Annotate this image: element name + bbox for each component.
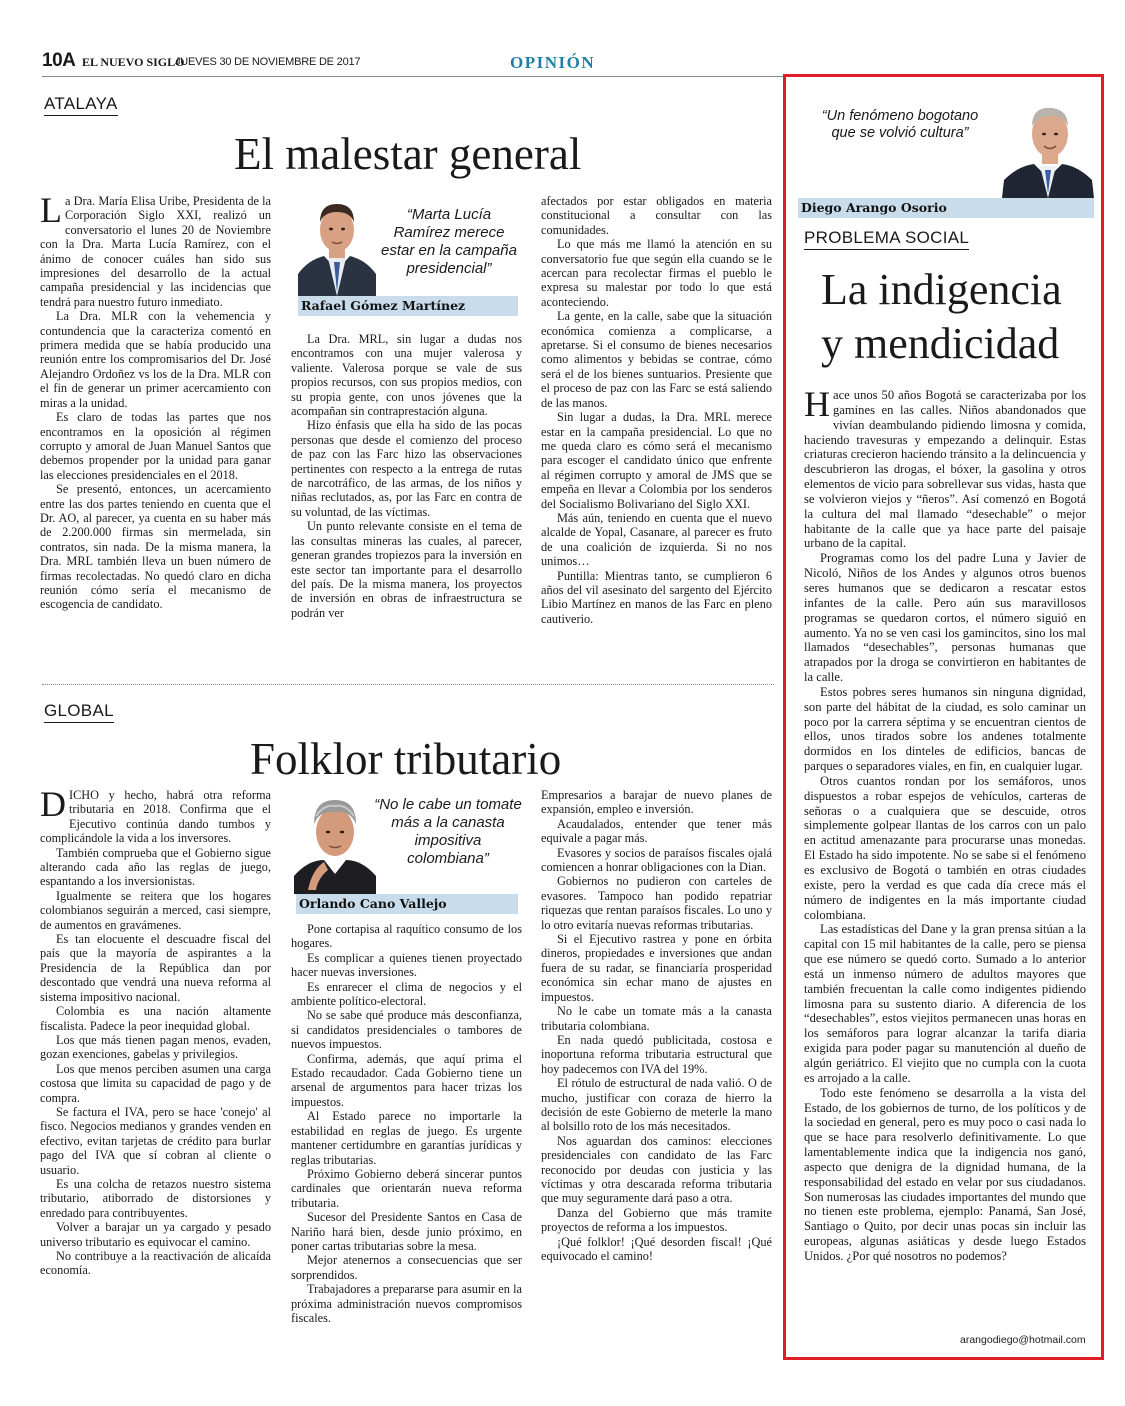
article1-paragraph: a Dra. María Elisa Uribe, Presidenta de la Corporación Siglo XXI, realizó un conversatorio el lunes 20 de Noviembre con la Dra. Marta Lucía Ramírez, con el ánimo de conocer cuáles han sido sus impresiones del desarrollo de la actual campaña presidencial y las incidencias que tendrá para nuestro futuro inmediato.: [40, 194, 271, 309]
article2-paragraph: Evasores y socios de paraísos fiscales ojalá comiencen a honrar obligaciones con la Dian.: [541, 845, 772, 875]
article1-paragraph: afectados por estar obligados en materia constitucional a consultar con las comunidades.: [541, 194, 772, 237]
article3-paragraph: Todo este fenómeno se desarrolla a la vista del Estado, de los gobiernos de turno, de los políticos y de la sociedad en general, pero es muy poco o casi nada lo que se hace para resolverlo definitivamente. Lo que lamentablemente indica que la indigencia nos ganó, aspecto que denigra de la dignidad humana, de la responsabilidad del estado en velar por sus ciudadanos. Son numerosas las ciudades importantes del mundo que no tienen este problema, ejemplo: Panamá, San José, Santiago o Quito, por decir unas pocas sin incluir las europeas, algunas asiáticas y desde luego Estados Unidos. ¿Por qué nosotros no podemos?: [804, 1085, 1086, 1263]
article2-paragraph: Nos aguardan dos caminos: elecciones presidenciales con candidato de las Farc reconocido por deudas con justicia y las víctimas y otra descarada reforma tributaria que muy seguramente dará paso a otra.: [541, 1133, 772, 1206]
article2-paragraph: Si el Ejecutivo rastrea y pone en órbita dineros, propiedades e inversiones que andan fuera de su radar, se financiaría prosperidad económica sin echar mano de ajustes en impuestos.: [541, 932, 772, 1004]
article2-column-1: [40, 788, 271, 1354]
article2-kicker: GLOBAL: [44, 702, 114, 723]
article1-paragraph: La gente, en la calle, sabe que la situación económica comienza a complicarse, a apretarse. Si el consumo de bienes necesarios como alimentos y bebidas se contrae, cómo será el de los bienes suntuarios. Presiente que el proceso de paz con las Farc se está saliendo de las manos.: [541, 309, 772, 410]
article2-paragraph: No contribuye a la reactivación de alicaída economía.: [40, 1249, 271, 1278]
article1-paragraph: Se presentó, entonces, un acercamiento entre las dos partes teniendo en cuenta que el Dr. AO, al parecer, ya cuenta en su haber más de 2.200.000 firmas sin mermelada, sin contratos, sin nada. De la misma manera, la Dra. MRL también lleva un buen número de firmas recolectadas. No quedó claro en dicha reunión cómo sería el mecanismo de escogencia de candidato.: [40, 482, 271, 612]
article3-paragraph: Estos pobres seres humanos sin ninguna dignidad, son parte del hábitat de la ciudad, es solo caminar un poco por la carrera séptima y se encuentran cientos de ellos, unos tirados sobre los andenes totalmente dormidos en los dinteles de edificios, bancas de parques o separadores viales, en fin, en cualquier lugar.: [804, 684, 1086, 774]
article2-paragraph: Es tan elocuente el descuadre fiscal del país que la mayoría de aspirantes a la Presidencia de la República dan por descontado que vendrá una nueva reforma al sistema impositivo nacional.: [40, 932, 271, 1004]
article2-paragraph: Es complicar a quienes tienen proyectado hacer nuevas inversiones.: [291, 950, 522, 980]
article2-paragraph: Los que menos perciben asumen una carga costosa que limita su capacidad de pago y de compra.: [40, 1061, 271, 1105]
article3-paragraph: Las estadísticas del Dane y la gran prensa sitúan a la capital con 15 mil habitantes de la calle, pero se piensa que ese número se quedó corto. Sumado a lo anterior está un inmenso número de adultos mayores que también frecuentan la calle como indigentes pidiendo limosna para su sustento diario. A diferencia de los “desechables”, estos viejitos permanecen unas horas en los semáforos para lograr alcanzar la tarifa diaria exigida para poder pagar su manutención al dueño de algún geriátrico. El viejito que no cumpla con la cuota es arrojado a la calle.: [804, 922, 1086, 1085]
article2-column-3: [541, 788, 772, 1346]
article1-paragraph: La Dra. MLR con la vehemencia y contundencia que la caracteriza comentó en primera medida que se había producido una reunión entre los compromisarios del Dr. José Alejandro Ordoñez vs los de la Dra. MLR con el fin de generar un primer acercamiento con miras a la unidad.: [40, 309, 271, 410]
article1-column-3: [541, 194, 772, 670]
article1-paragraph: Más aún, teniendo en cuenta que el nuevo alcalde de Yopal, Casanare, al parecer es fruto de una coalición de izquierda. Si no nos unimos…: [541, 510, 772, 569]
author-portrait-icon: [298, 192, 376, 296]
article2-paragraph: Se factura el IVA, pero se hace 'conejo' al fisco. Negocios medianos y grandes venden en efectivo, evitan tarjetas de crédito para burlar pago del IVA que sí cobran al cliente o usuario.: [40, 1104, 271, 1177]
author-photo-orlando: [294, 790, 376, 894]
article1-kicker: ATALAYA: [44, 95, 118, 116]
author-portrait-icon: [294, 790, 376, 894]
article1-paragraph: Sin lugar a dudas, la Dra. MRL merece estar en la campaña presidencial. Lo que no me queda claro es cómo será el mecanismo para escoger el candidato único que enfrente al régimen corrupto y amoral de JMS que se empeña en llevar a Colombia por los senderos del Socialismo Bolivariano del Siglo XXI.: [541, 410, 772, 511]
author-photo-diego: [1002, 96, 1094, 198]
article2-paragraph: Gobiernos no pudieron con carteles de evasores. Tampoco han podido repatriar riquezas que rentan paraísos fiscales. Lo uno y lo otro evitaría nuevas reformas tributarias.: [541, 874, 772, 932]
author-email[interactable]: arangodiego@hotmail.com: [960, 1334, 1086, 1346]
article3-headline-line1: La indigencia: [821, 265, 1062, 314]
article2-paragraph: Al Estado parece no importarle la estabilidad en reglas de juego. Es urgente mantener certidumbre en garantías jurídicas y reglas tributarias.: [291, 1109, 522, 1167]
article1-column-1: [40, 194, 271, 668]
article2-paragraph: Próximo Gobierno deberá sincerar puntos cardinales que orientarán nueva reforma tributaria.: [291, 1166, 522, 1210]
article2-paragraph: El rótulo de estructural de nada valió. O de mucho, justificar con coraza de hierro la decisión de este Gobierno de meterle la mano al bolsillo roto de los más necesitados.: [541, 1076, 772, 1134]
article1-pull-quote: “Marta Lucía Ramírez merece estar en la campaña presidencial”: [381, 206, 517, 277]
article2-headline: Folklor tributario: [250, 734, 562, 784]
article2-byline: Orlando Cano Vallejo: [296, 894, 518, 914]
article2-paragraph: Es enrarecer el clima de negocios y el ambiente político-electoral.: [291, 979, 522, 1009]
article1-paragraph: La Dra. MRL, sin lugar a dudas nos encontramos con una mujer valerosa y valiente. Valerosa porque se vale de sus propios recursos, con sus propios medios, con su propia gente, con unos jóvenes que la acompañan sin contraprestación alguna.: [291, 332, 522, 419]
article3-paragraph: ace unos 50 años Bogotá se caracterizaba por los gamines en las calles. Niños abandonados que vivían deambulando pidiendo limosna y comida, haciendo travesuras y empezando a delinquir. Estas criaturas crecieron haciendo tránsito a la delincuencia y descubrieron las drogas, el bóxer, la gasolina y otros elementos de vicio para sobrellevar sus vidas, hasta que se volvieron viejos y “ñeros”. Así comenzó en Bogotá la cultura del mal llamado “desechable” o mejor habitante de la calle que ya hace parte del paisaje urbano de la capital.: [804, 388, 1086, 551]
section-title: OPINIÓN: [510, 53, 596, 72]
article1-headline: El malestar general: [234, 129, 582, 179]
article3-dropcap: H: [804, 388, 830, 424]
article3-column: [804, 388, 1086, 1332]
article2-paragraph: Confirma, además, que aquí prima el Estado recaudador. Cada Gobierno tiene un arsenal de argumentos para hacer trizas los impuestos.: [291, 1051, 522, 1109]
article2-paragraph: Es una colcha de retazos nuestro sistema tributario, atiborrado de distorsiones y enredado para contribuyentes.: [40, 1176, 271, 1220]
article2-paragraph: Sucesor del Presidente Santos en Casa de Nariño hará bien, desde junio próximo, en poner cartas tributarias sobre la mesa.: [291, 1210, 522, 1253]
article2-dropcap: D: [40, 788, 66, 824]
article2-paragraph: Volver a barajar un ya cargado y pesado universo tributario es equivocar el camino.: [40, 1220, 271, 1249]
author-portrait-icon: [1002, 96, 1094, 198]
article2-paragraph: No se sabe qué produce más desconfianza, si candidatos presidenciales o tambores de nuevos impuestos.: [291, 1008, 522, 1052]
article1-paragraph: Es claro de todas las partes que nos encontramos en la oposición al régimen corrupto y amoral de Juan Manuel Santos que debemos propender por la unidad para ganar las elecciones presidenciales en el 2018.: [40, 410, 271, 482]
article3-paragraph: Programas como los del padre Luna y Javier de Nicoló, Niños de los Andes y algunos otros buenos seres humanos que se dedicaron a rescatar estos infantes de la calle. Pero aún sus maravillosos programas se quedaron cortos, el número siguió en aumento. Ya no se ven casi los gamincitos, sino los mal llamados “desechables”, personas humanas que atrapados por la droga se convirtieron en habitantes de la calle.: [804, 551, 1086, 685]
article2-paragraph: Empresarios a barajar de nuevo planes de expansión, empleo e inversión.: [541, 788, 772, 817]
article2-paragraph: Mejor atenernos a consecuencias que ser sorprendidos.: [291, 1253, 522, 1282]
article2-pull-quote: “No le cabe un tomate más a la canasta impositiva colombiana”: [374, 796, 522, 867]
article2-paragraph: Danza del Gobierno que más tramite proyectos de reforma a los impuestos.: [541, 1205, 772, 1235]
page-folio: 10A: [42, 50, 76, 71]
newspaper-name: EL NUEVO SIGLO: [82, 55, 185, 69]
article2-paragraph: Acaudalados, entender que tener más equivale a pagar más.: [541, 816, 772, 846]
article1-byline: Rafael Gómez Martínez: [298, 296, 518, 316]
article2-column-2: [291, 922, 522, 1346]
article3-paragraph: Otros cuantos rondan por los semáforos, unos dispuestos a robar espejos de vehículos, carteras de señoras o a cualquiera que se descuide, otros simplemente golpear llantas de los carros con un palo en actitud amenazante para procurarse unas monedas. El Estado ha sido impotente. No se sabe si el fenómeno es exclusivo de Bogotá o también en otras ciudades existe, pero la verdad es que cada día crece más el número de indigentes en la más importante ciudad colombiana.: [804, 773, 1086, 922]
article1-dropcap: L: [40, 194, 62, 230]
article3-kicker: PROBLEMA SOCIAL: [804, 229, 969, 250]
article2-paragraph: Pone cortapisa al raquítico consumo de los hogares.: [291, 922, 522, 951]
article3-headline-line2: y mendicidad: [821, 319, 1060, 368]
article2-paragraph: No le cabe un tomate más a la canasta tributaria colombiana.: [541, 1004, 772, 1033]
issue-date: JUEVES 30 DE NOVIEMBRE DE 2017: [175, 56, 361, 68]
article2-paragraph: Trabajadores a prepararse para asumir en la próxima administración nuevos compromisos fiscales.: [291, 1282, 522, 1325]
article1-paragraph: Hizo énfasis que ella ha sido de las pocas personas que desde el comienzo del proceso de paz con las Farc hizo las observaciones pertinentes con respecto a la entrega de rutas de narcotráfico, de las armas, de los niños y niñas reclutados, as, por las Farc en contra de su voluntad, de las víctimas.: [291, 418, 522, 519]
article2-paragraph: Igualmente se reitera que los hogares colombianos seguirán a merced, casi siempre, de aumentos en gravámenes.: [40, 888, 271, 932]
article2-paragraph: ICHO y hecho, habrá otra reforma tributaria en 2018. Confirma que el Ejecutivo continúa dando tumbos y complicándole la vida a los inversores.: [40, 788, 271, 846]
article1-column-2: [291, 332, 522, 670]
article2-paragraph: Colombia es una nación altamente fiscalista. Padece la peor inequidad global.: [40, 1004, 271, 1033]
article2-paragraph: Los que más tienen pagan menos, evaden, gozan exenciones, gabelas y privilegios.: [40, 1032, 271, 1062]
article2-paragraph: También comprueba que el Gobierno sigue alterando cada año las reglas de juego, espantando a los inversionistas.: [40, 845, 271, 889]
article3-pull-quote: “Un fenómeno bogotano que se volvió cultura”: [821, 108, 979, 141]
article-separator: [42, 684, 774, 685]
author-photo-rafael: [298, 192, 376, 296]
article1-paragraph: Lo que más me llamó la atención en su conversatorio fue que según ella cuando se le acercan para recolectar firmas el pueblo le expresa su malestar por todo lo que está aconteciendo.: [541, 237, 772, 309]
article1-paragraph: Un punto relevante consiste en el tema de las consultas mineras las cuales, al parecer, generan grandes tropiezos para la inversión en este sector tan importante para el desarrollo del país. De la misma manera, los proyectos de inversión en obras de infraestructura se podrán ver: [291, 519, 522, 620]
article1-paragraph: Puntilla: Mientras tanto, se cumplieron 6 años del vil asesinato del sargento del Ejército Libio Martínez en manos de las Farc en pleno cautiverio.: [541, 568, 772, 626]
article2-paragraph: ¡Qué folklor! ¡Qué desorden fiscal! ¡Qué equivocado el camino!: [541, 1234, 772, 1263]
article3-byline: Diego Arango Osorio: [798, 198, 1094, 218]
article2-paragraph: En nada quedó publicitada, costosa e inoportuna reforma tributaria estructural que hoy padecemos con IVA del 19%.: [541, 1032, 772, 1076]
